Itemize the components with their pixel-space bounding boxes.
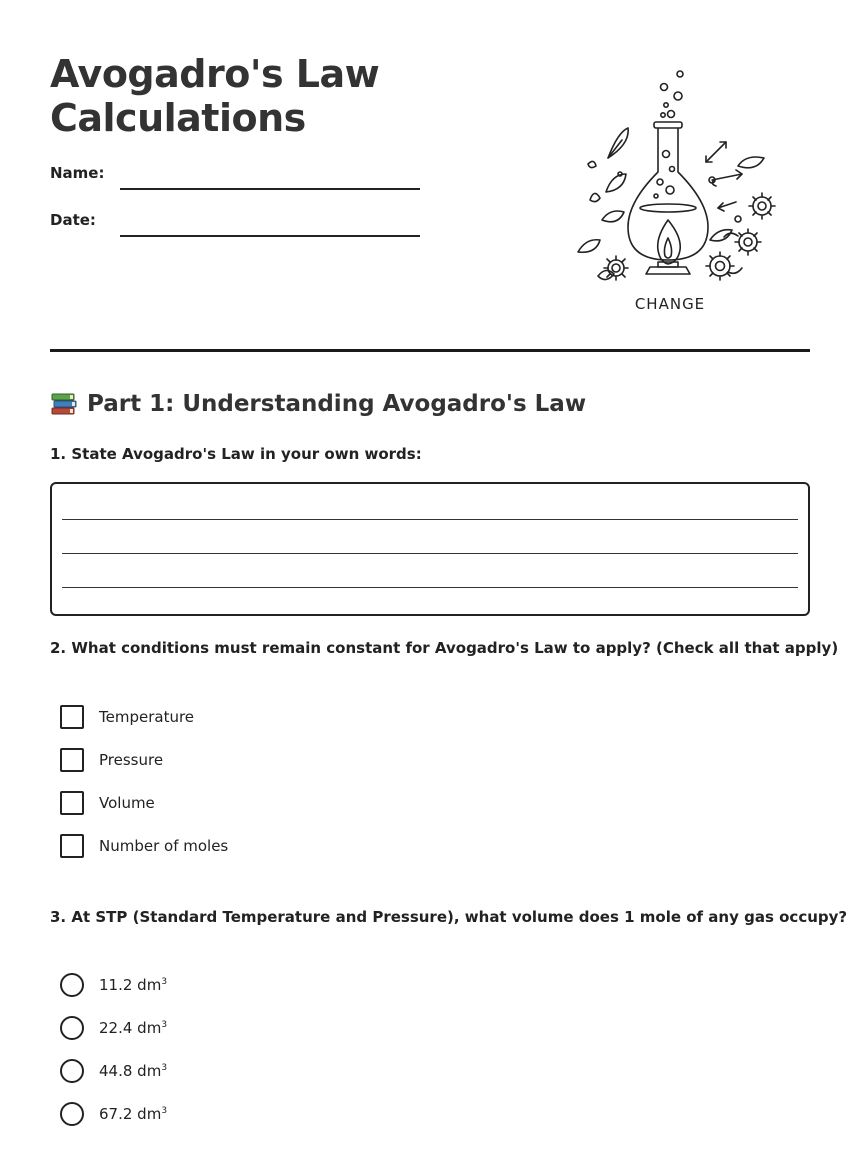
flask-flame-change-icon <box>560 62 790 317</box>
option-label: Number of moles <box>99 837 229 855</box>
option-label: 11.2 $dm^3$ <box>99 976 168 994</box>
checkbox[interactable] <box>60 791 84 815</box>
answer-line <box>62 587 798 588</box>
radio-button[interactable] <box>60 1016 84 1040</box>
option-temperature[interactable] <box>60 705 194 729</box>
section-heading <box>50 388 586 420</box>
option-label: 67.2 $dm^3$ <box>99 1105 168 1123</box>
question-2: 2. What conditions must remain constant for Avogadro's Law to apply? (Check all that apply) <box>50 639 839 657</box>
radio-button[interactable] <box>60 1059 84 1083</box>
option-label: Pressure <box>99 751 164 769</box>
option-11-2[interactable] <box>60 973 167 997</box>
option-label: 44.8 $dm^3$ <box>99 1062 168 1080</box>
option-44-8[interactable] <box>60 1059 167 1083</box>
checkbox[interactable] <box>60 705 84 729</box>
option-label: 22.4 $dm^3$ <box>99 1019 168 1037</box>
name-label: Name: <box>50 164 105 182</box>
checkbox[interactable] <box>60 748 84 772</box>
name-line[interactable] <box>120 188 420 190</box>
question-3: 3. At STP (Standard Temperature and Pressure), what volume does 1 mole of any gas occupy? <box>50 908 848 926</box>
answer-line <box>62 553 798 554</box>
page-title <box>50 52 379 140</box>
radio-button[interactable] <box>60 1102 84 1126</box>
date-label: Date: <box>50 211 96 229</box>
divider <box>50 349 810 352</box>
option-22-4[interactable] <box>60 1016 167 1040</box>
title-line-1: Avogadro's Law <box>50 52 380 96</box>
option-67-2[interactable] <box>60 1102 167 1126</box>
option-label: Volume <box>99 794 155 812</box>
books-icon <box>50 390 78 418</box>
name-field[interactable] <box>50 164 420 190</box>
answer-box[interactable] <box>50 482 810 616</box>
option-volume[interactable] <box>60 791 155 815</box>
date-line[interactable] <box>120 235 420 237</box>
answer-line <box>62 519 798 520</box>
title-line-2: Calculations <box>50 96 306 140</box>
option-label: Temperature <box>99 708 195 726</box>
section-heading-text: Part 1: Understanding Avogadro's Law <box>87 391 587 417</box>
option-pressure[interactable] <box>60 748 163 772</box>
radio-button[interactable] <box>60 973 84 997</box>
question-1: 1. State Avogadro's Law in your own words: <box>50 445 422 463</box>
option-number-of-moles[interactable] <box>60 834 228 858</box>
date-field[interactable] <box>50 211 420 237</box>
illustration-caption: CHANGE <box>634 295 706 313</box>
checkbox[interactable] <box>60 834 84 858</box>
